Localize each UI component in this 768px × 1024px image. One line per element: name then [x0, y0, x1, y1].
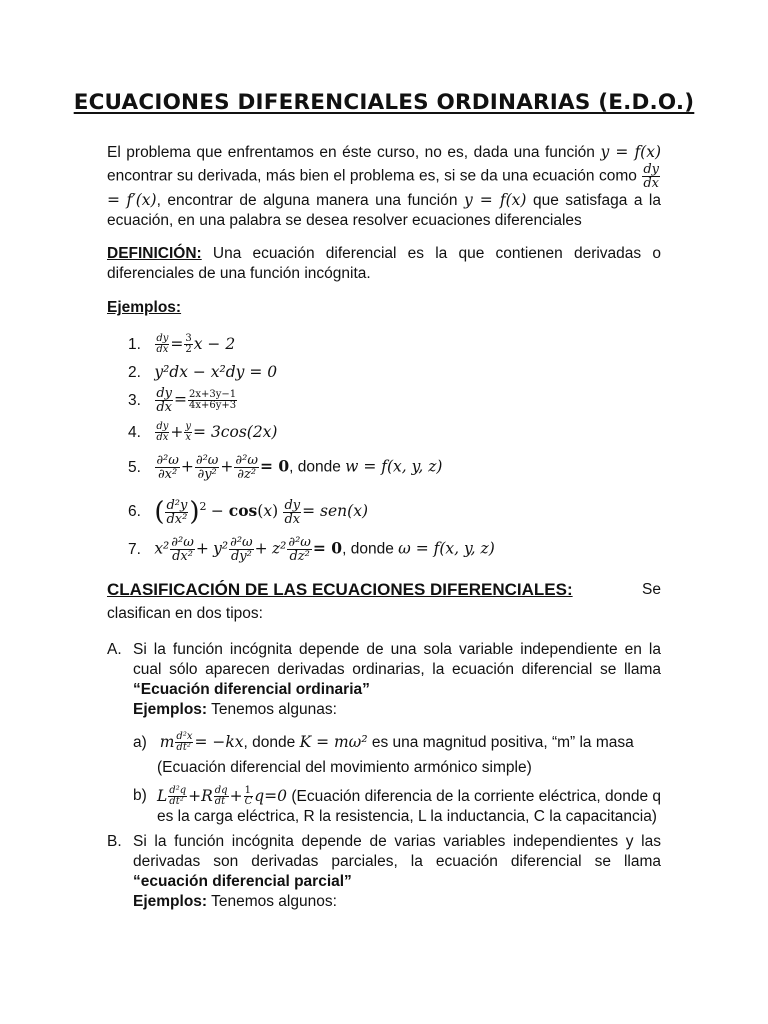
- type-b-label: B.: [107, 833, 122, 850]
- example-a-note: (Ecuación diferencial del movimiento armónico simple): [157, 759, 532, 776]
- classification-line2: clasifican en dos tipos:: [107, 605, 263, 622]
- dy-dx-fraction: $\frac{dy}{dx}$: [643, 162, 659, 191]
- example-b: L $\frac{\text{d²q}}{\text{dt²}}$ +R $\frac{dq}{dt}$ + $\frac{1}{C}$ q=0 (Ecuación diferencia de la corriente eléctrica, donde q es la carga eléctrica, R la resistencia, L la inductancia, C la capacitancia): [157, 785, 661, 826]
- page-title: ECUACIONES DIFERENCIALES ORDINARIAS (E.D.O.): [73, 90, 695, 115]
- example-a: a) m $\frac{\text{d²x}}{\text{dt²}}$ = −kx, donde K = mω² es una magnitud positiva, “m” la masa: [133, 731, 634, 754]
- classification-heading: CLASIFICACIÓN DE LAS ECUACIONES DIFERENCIALES: Se: [107, 580, 661, 599]
- equation-4: 4. $\frac{dy}{dx}$ + $\frac{y}{x}$ = 3cos(2x): [128, 421, 278, 444]
- equation-2: 2. y²dx − x²dy = 0: [128, 363, 278, 381]
- intro-paragraph: El problema que enfrentamos en éste curso, no es, dada una función y = f(x) encontrar su derivada, más bien el problema es, si se da una ecuación como $\frac{dy}{dx}$ = f′(x), encontrar de alguna manera una función y = f(x) que satisfaga a la ecuación, en una palabra se desea resolver ecuaciones diferenciales: [107, 143, 662, 229]
- examples-label: Ejemplos:: [107, 299, 182, 316]
- type-b-text: Si la función incógnita depende de varias variables independientes y las derivadas son derivadas parciales, la ecuación diferencial se llama “ecuación diferencial parcial”: [133, 833, 661, 890]
- example-b-label: b): [133, 787, 147, 804]
- equation-6: 6. ( $\frac{\text{d²y}}{\text{dx²}}$ )$^2$ − cos(x) $\frac{dy}{dx}$ = sen(x): [128, 497, 368, 528]
- equation-5: 5. $\frac{\text{∂²ω}}{\text{∂x²}}$ + $\frac{\text{∂²ω}}{\text{∂y²}}$ + $\frac{\text{∂²ω}}{\text{∂z²}}$ = 0, donde w = f(x, y, z): [128, 453, 443, 482]
- equation-7: 7. x² $\frac{\text{∂²ω}}{\text{dx²}}$ + y² $\frac{\text{∂²ω}}{\text{dy²}}$ + z² $\frac{\text{∂²ω}}{\text{dz²}}$ = 0, donde ω = f(x, y, z): [128, 535, 495, 564]
- equation-1: 1. $\frac{dy}{dx}$ = $\frac{3}{2}$ x − 2: [128, 333, 236, 356]
- type-a-label: A.: [107, 641, 122, 658]
- definition-paragraph: DEFINICIÓN: Una ecuación diferencial es la que contienen derivadas o diferenciales de una función incógnita.: [107, 245, 661, 282]
- type-a-text: Si la función incógnita depende de una sola variable independiente en la cual sólo aparecen derivadas ordinarias, la ecuación diferencial se llama “Ecuación diferencial ordinaria”: [133, 641, 661, 698]
- type-a-examples: Ejemplos: Tenemos algunas:: [133, 701, 337, 718]
- equation-3: 3. $\frac{dy}{dx}$ = $\frac{2x+3y-1}{4x+6y+3}$: [128, 386, 237, 415]
- type-b-examples: Ejemplos: Tenemos algunos:: [133, 893, 337, 910]
